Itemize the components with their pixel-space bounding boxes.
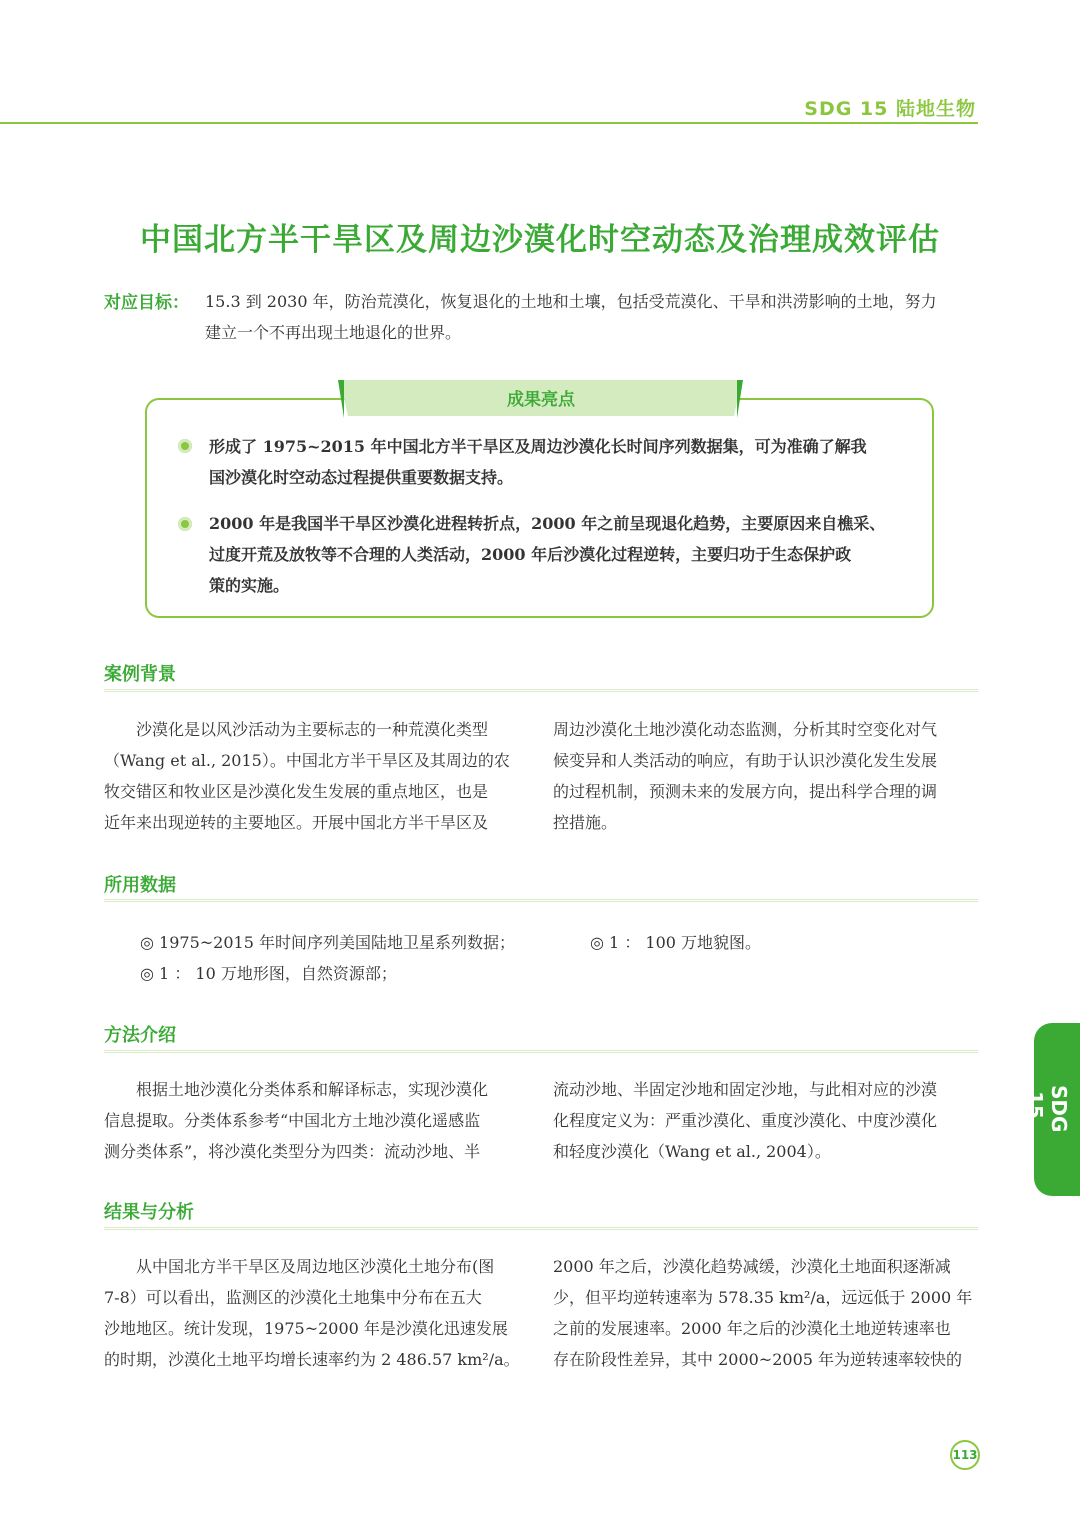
- highlights-title: 成果亮点: [507, 390, 575, 410]
- para-line: 牧交错区和牧业区是沙漠化发生发展的重点地区，也是: [104, 782, 489, 801]
- page-number: 113: [950, 1440, 980, 1470]
- para-line: 和轻度沙漠化（Wang et al., 2004）。: [553, 1142, 831, 1161]
- para-line: 流动沙地、半固定沙地和固定沙地，与此相对应的沙漠: [553, 1080, 938, 1099]
- para-line: 信息提取。分类体系参考“中国北方土地沙漠化遥感监: [104, 1111, 481, 1130]
- section-heading-data: 所用数据: [104, 875, 176, 896]
- para-line: 沙漠化是以风沙活动为主要标志的一种荒漠化类型: [136, 720, 489, 739]
- bullet-icon: [178, 517, 192, 531]
- para-line: 近年来出现逆转的主要地区。开展中国北方半干旱区及: [104, 813, 489, 832]
- results-right-column: [553, 1251, 978, 1375]
- para-line: （Wang et al., 2015）。中国北方半干旱区及其周边的农: [104, 751, 510, 770]
- bullet-icon: [178, 439, 192, 453]
- highlight-item: [209, 431, 909, 493]
- para-line: 沙地地区。统计发现，1975~2000 年是沙漠化迅速发展: [104, 1319, 508, 1338]
- target-line: 建立一个不再出现土地退化的世界。: [205, 323, 462, 342]
- para-line: 根据土地沙漠化分类体系和解译标志，实现沙漠化: [136, 1080, 489, 1099]
- section-divider: [104, 1050, 978, 1053]
- para-line: 少，但平均逆转速率为 578.35 km²/a，远远低于 2000 年: [553, 1288, 973, 1307]
- background-right-column: [553, 714, 978, 838]
- method-left-column: [104, 1074, 527, 1167]
- target-line: 15.3 到 2030 年，防治荒漠化，恢复退化的土地和土壤，包括受荒漠化、干旱和洪涝影响的土地，努力: [205, 292, 937, 311]
- para-line: 测分类体系”，将沙漠化类型分为四类：流动沙地、半: [104, 1142, 481, 1161]
- data-list-item: ◎ 1 ： 100 万地貌图。: [590, 933, 762, 952]
- page-title: 中国北方半干旱区及周边沙漠化时空动态及治理成效评估: [140, 222, 940, 258]
- highlight-line: 2000 年是我国半干旱区沙漠化进程转折点，2000 年之前呈现退化趋势，主要原因来自樵采、: [209, 514, 886, 533]
- para-line: 化程度定义为：严重沙漠化、重度沙漠化、中度沙漠化: [553, 1111, 938, 1130]
- highlight-line: 过度开荒及放牧等不合理的人类活动，2000 年后沙漠化过程逆转，主要归功于生态保护政: [209, 545, 852, 564]
- para-line: 候变异和人类活动的响应，有助于认识沙漠化发生发展: [553, 751, 938, 770]
- para-line: 的时期，沙漠化土地平均增长速率约为 2 486.57 km²/a。: [104, 1350, 520, 1369]
- section-divider: [104, 899, 978, 902]
- highlight-line: 形成了 1975~2015 年中国北方半干旱区及周边沙漠化长时间序列数据集，可为准确了解我: [209, 437, 867, 456]
- highlight-item: [209, 508, 909, 601]
- para-line: 控措施。: [553, 813, 618, 832]
- target-label: 对应目标：: [104, 293, 189, 313]
- section-heading-results: 结果与分析: [104, 1202, 194, 1223]
- para-line: 从中国北方半干旱区及周边地区沙漠化土地分布(图: [136, 1257, 495, 1276]
- data-list-item: ◎ 1975~2015 年时间序列美国陆地卫星系列数据；: [140, 933, 515, 952]
- header-section-tag: SDG 15 陆地生物: [804, 98, 976, 120]
- header-divider: [0, 122, 978, 124]
- results-left-column: [104, 1251, 527, 1375]
- para-line: 之前的发展速率。2000 年之后的沙漠化土地逆转速率也: [553, 1319, 951, 1338]
- para-line: 周边沙漠化土地沙漠化动态监测，分析其时空变化对气: [553, 720, 938, 739]
- method-right-column: [553, 1074, 978, 1167]
- target-text: [205, 286, 980, 348]
- para-line: 2000 年之后，沙漠化趋势减缓，沙漠化土地面积逐渐减: [553, 1257, 951, 1276]
- background-left-column: [104, 714, 527, 838]
- section-divider: [104, 689, 978, 692]
- section-heading-method: 方法介绍: [104, 1025, 176, 1046]
- section-heading-background: 案例背景: [104, 664, 176, 685]
- para-line: 7-8）可以看出，监测区的沙漠化土地集中分布在五大: [104, 1288, 482, 1307]
- side-chapter-label: SDG 15: [1023, 1085, 1071, 1133]
- highlight-line: 策的实施。: [209, 576, 290, 595]
- para-line: 的过程机制，预测未来的发展方向，提出科学合理的调: [553, 782, 938, 801]
- para-line: 存在阶段性差异，其中 2000~2005 年为逆转速率较快的: [553, 1350, 963, 1369]
- data-list-item: ◎ 1 ： 10 万地形图，自然资源部；: [140, 964, 397, 983]
- highlight-line: 国沙漠化时空动态过程提供重要数据支持。: [209, 468, 514, 487]
- section-divider: [104, 1227, 978, 1230]
